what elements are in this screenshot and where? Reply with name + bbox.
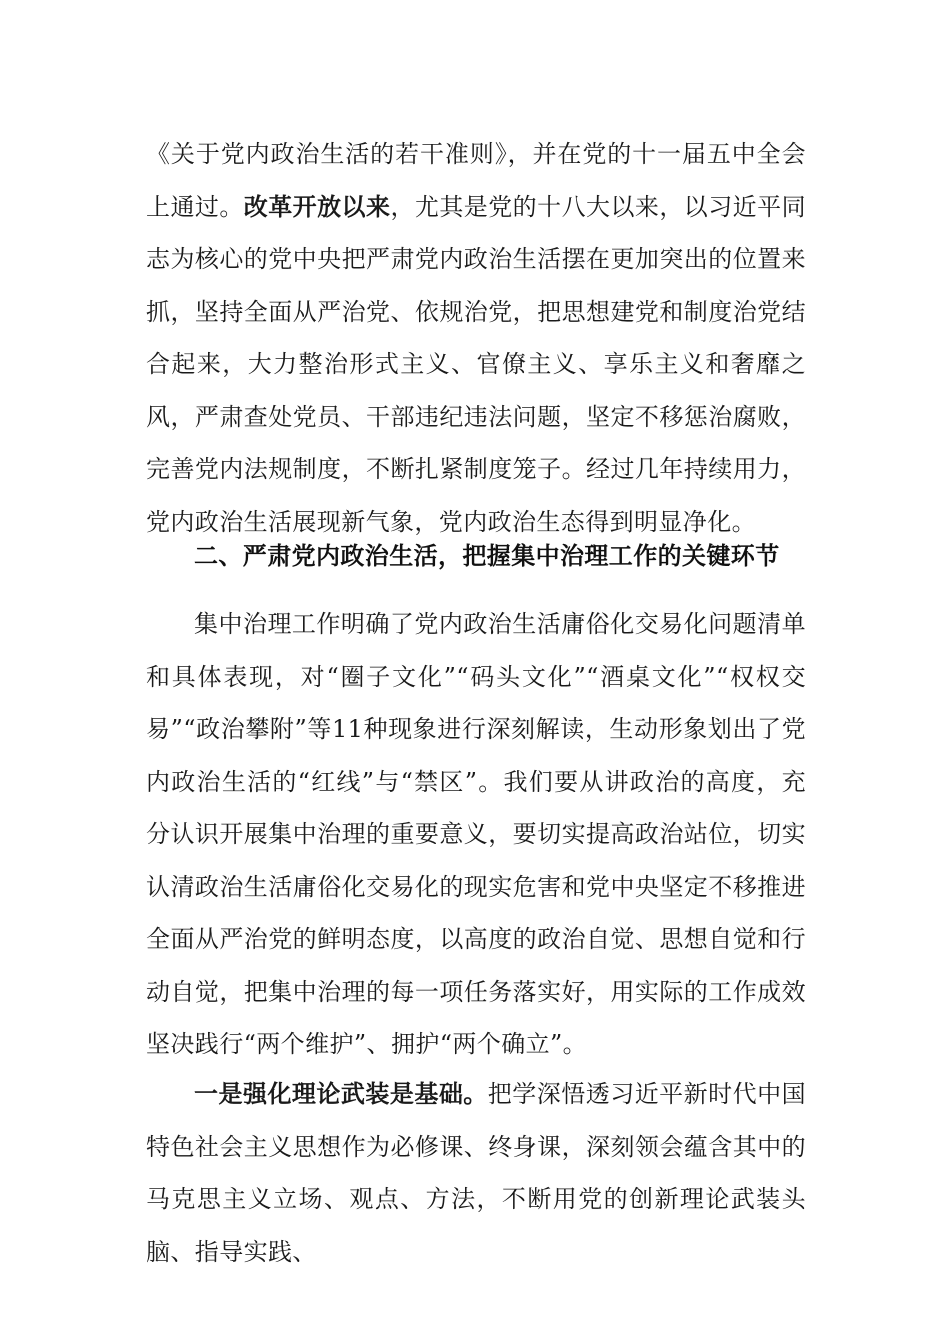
paragraph-3 [146, 1068, 806, 1278]
paragraph-3-text [146, 1068, 806, 1278]
paragraph-2-text: 集中治理工作明确了党内政治生活庸俗化交易化问题清单和具体表现，对“圈子文化”“码头文化”“酒桌文化”“权权交易”“政治攀附”等11种现象进行深刻解读，生动形象划出了党内政治生活的“红线”与“禁区”。我们要从讲政治的高度，充分认识开展集中治理的重要意义，要切实提高政治站位，切实认清政治生活庸俗化交易化的现实危害和党中央坚定不移推进全面从严治党的鲜明态度，以高度的政治自觉、思想自觉和行动自觉，把集中治理的每一项任务落实好，用实际的工作成效坚决践行“两个维护”、拥护“两个确立”。 [146, 610, 806, 1058]
section-heading-2: 二、严肃党内政治生活，把握集中治理工作的关键环节 [194, 541, 780, 570]
paragraph-1 [146, 128, 806, 548]
paragraph-1-part2: ，尤其是党的十八大以来，以习近平同志为核心的党中央把严肃党内政治生活摆在更加突出的位置来抓，坚持全面从严治党、依规治党，把思想建党和制度治党结合起来，大力整治形式主义、官僚主义、享乐主义和奢靡之风，严肃查处党员、干部违纪违法问题，坚定不移惩治腐败，完善党内法规制度，不断扎紧制度笼子。经过几年持续用力，党内政治生活展现新气象，党内政治生态得到明显净化。 [146, 192, 806, 536]
paragraph-1-text [146, 128, 806, 548]
paragraph-1-bold: 改革开放以来 [243, 191, 391, 221]
paragraph-1-part1: 《关于党内政治生活的若干准则》，并在党的十一届五中全会上通过。 [146, 140, 806, 221]
paragraph-2 [146, 598, 806, 1071]
paragraph-3-bold: 一是强化理论武装是基础。 [194, 1079, 488, 1108]
paragraph-3-body: 把学深悟透习近平新时代中国特色社会主义思想作为必修课、终身课，深刻领会蕴含其中的马克思主义立场、观点、方法，不断用党的创新理论武装头脑、指导实践、 [146, 1080, 806, 1266]
